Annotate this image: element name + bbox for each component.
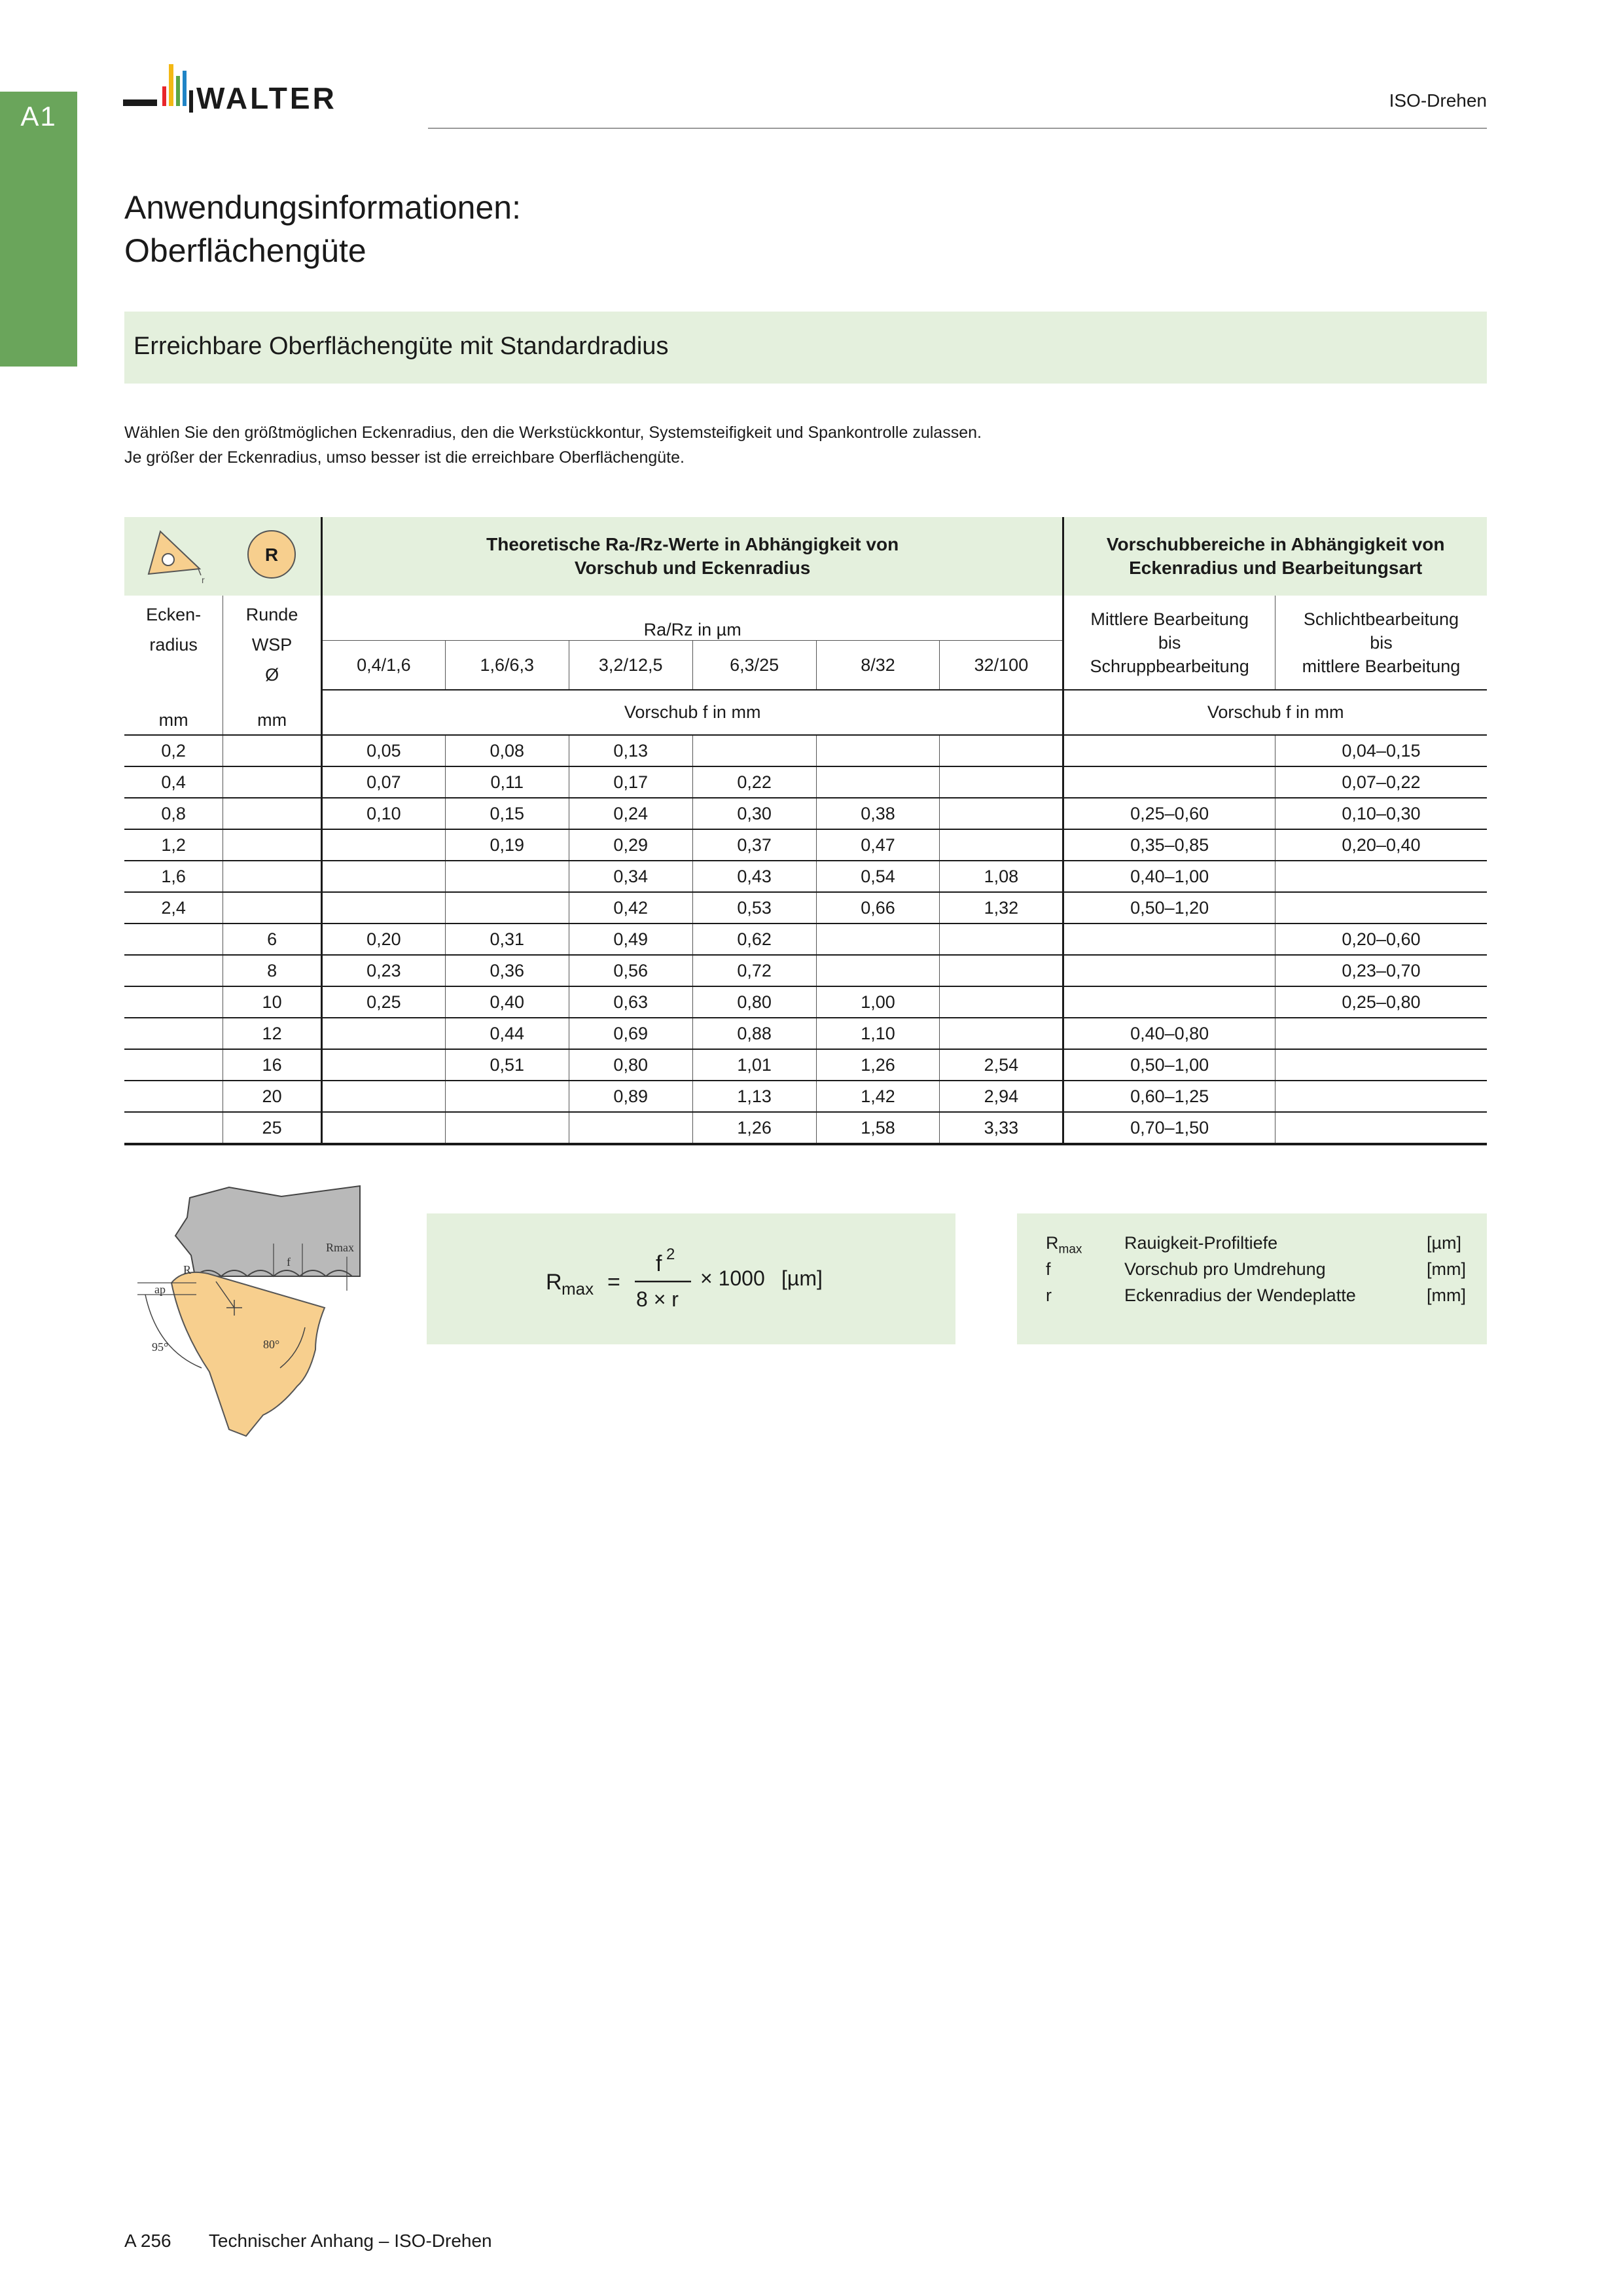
table-cell: 0,20–0,60 [1275,924,1487,955]
round-insert-icon [242,525,301,584]
surface-quality-table [124,517,1487,1145]
table-cell [940,735,1063,766]
table-cell [445,892,569,924]
table-cell [1275,1081,1487,1112]
table-row [124,766,1487,798]
formula-times: × 1000 [700,1266,765,1290]
table-cell [124,1112,223,1144]
insert-icon-cell [124,517,223,596]
table-cell: 0,40–0,80 [1063,1018,1275,1049]
table-cell: 16 [223,1049,322,1081]
table-cell: 0,56 [569,955,692,986]
table-cell: 0,11 [445,766,569,798]
table-cell [1275,1112,1487,1144]
col-header-schlicht [1275,596,1487,690]
table-cell [1063,766,1275,798]
page-title [124,186,521,272]
eck-unit: mm [124,690,223,735]
table-cell: 0,25 [321,986,445,1018]
table-cell: 0,89 [569,1081,692,1112]
table-cell: 1,13 [692,1081,816,1112]
col-runde-line-3: Ø [265,665,279,685]
table-cell: 0,40 [445,986,569,1018]
workpiece-shape [175,1186,360,1276]
formula-unit: [µm] [781,1266,823,1290]
schlicht-line-2: bis [1370,632,1393,653]
group1-title-line-2: Vorschub und Eckenradius [574,558,811,578]
rarz-col-3: 3,2/12,5 [569,641,692,690]
table-cell: 0,60–1,25 [1063,1081,1275,1112]
table-cell [321,1018,445,1049]
group1-title [321,517,1063,596]
page-title-line-2: Oberflächengüte [124,232,366,269]
formula-numerator-exp: 2 [666,1246,675,1263]
chapter-tab-label: A1 [20,101,57,132]
formula-denominator: 8 × r [636,1287,679,1311]
table-cell: 0,49 [569,924,692,955]
table-cell [321,861,445,892]
table-cell [124,1081,223,1112]
table-row [124,1112,1487,1144]
table-row [124,798,1487,829]
table-cell: 0,50–1,00 [1063,1049,1275,1081]
col-header-eckenradius [124,596,223,690]
table-row [124,1018,1487,1049]
table-cell: 0,10–0,30 [1275,798,1487,829]
col-header-mittlere [1063,596,1275,690]
table-cell: 0,69 [569,1018,692,1049]
table-cell [940,924,1063,955]
table-cell: 0,29 [569,829,692,861]
table-cell: 0,36 [445,955,569,986]
table-cell [321,1049,445,1081]
table-cell [124,1049,223,1081]
table-cell: 0,88 [692,1018,816,1049]
table-cell: 0,23 [321,955,445,986]
table-cell: 1,32 [940,892,1063,924]
vorschub-label-rarz: Vorschub f in mm [321,690,1063,735]
table-cell: 1,6 [124,861,223,892]
table-cell: 0,2 [124,735,223,766]
mittlere-line-2: bis [1158,632,1181,653]
walter-logo [123,60,398,132]
col-eck-line-2: radius [149,635,198,655]
table-row [124,986,1487,1018]
table-cell [940,986,1063,1018]
table-cell [940,798,1063,829]
diagram-label-f: f [287,1255,291,1268]
mittlere-line-3: Schruppbearbeitung [1090,656,1249,676]
formula-lhs: R [546,1270,562,1295]
table-body [124,735,1487,1144]
table-cell [1275,1049,1487,1081]
table-cell: 0,08 [445,735,569,766]
intro-line-2: Je größer der Eckenradius, umso besser ist die erreichbare Oberflächengüte. [124,448,685,467]
table-cell: 2,54 [940,1049,1063,1081]
table-row [124,955,1487,986]
rarz-col-1: 0,4/1,6 [321,641,445,690]
table-cell [445,1112,569,1144]
table-cell [445,861,569,892]
table-cell [124,1018,223,1049]
table-cell: 0,66 [816,892,940,924]
table-cell [816,924,940,955]
table-cell: 20 [223,1081,322,1112]
table-cell [940,1018,1063,1049]
table-cell: 0,70–1,50 [1063,1112,1275,1144]
table-cell: 0,10 [321,798,445,829]
group2-title [1063,517,1487,596]
table-cell: 0,44 [445,1018,569,1049]
table-cell: 2,4 [124,892,223,924]
table-cell: 0,05 [321,735,445,766]
table-cell [1063,986,1275,1018]
table-cell: 1,10 [816,1018,940,1049]
table-cell: 0,53 [692,892,816,924]
table-row [124,829,1487,861]
table-cell: 0,40–1,00 [1063,861,1275,892]
table-cell: 0,50–1,20 [1063,892,1275,924]
table-cell: 0,8 [124,798,223,829]
rarz-col-5: 8/32 [816,641,940,690]
table-cell: 0,80 [569,1049,692,1081]
intro-paragraph [124,420,982,470]
table-cell [445,1081,569,1112]
table-cell [223,798,322,829]
rarz-col-2: 1,6/6,3 [445,641,569,690]
table-cell: 0,25–0,60 [1063,798,1275,829]
legend-description: Vorschub pro Umdrehung [1124,1259,1326,1279]
table-cell: 0,72 [692,955,816,986]
rarz-col-4: 6,3/25 [692,641,816,690]
table-row [124,1049,1487,1081]
table-cell: 0,15 [445,798,569,829]
table-cell [1063,955,1275,986]
table-cell: 0,38 [816,798,940,829]
header-divider [428,128,1487,129]
table-cell: 8 [223,955,322,986]
legend-symbol: $R_{max}$ [1046,1233,1082,1257]
schlicht-line-3: mittlere Bearbeitung [1302,656,1461,676]
table-cell: 0,24 [569,798,692,829]
table-cell [321,1112,445,1144]
table-cell: 1,01 [692,1049,816,1081]
table-cell [321,829,445,861]
cutting-geometry-diagram [118,1178,380,1446]
table-cell: 0,22 [692,766,816,798]
legend-unit: [mm] [1427,1285,1466,1305]
vorschub-label-ranges: Vorschub f in mm [1063,690,1487,735]
table-cell: 0,20–0,40 [1275,829,1487,861]
table-cell [124,986,223,1018]
intro-line-1: Wählen Sie den größtmöglichen Eckenradius, den die Werkstückkontur, Systemsteifigkeit und Spankontrolle zulassen. [124,423,982,442]
table-cell: 0,17 [569,766,692,798]
formula-box [427,1213,955,1344]
table-cell: 1,2 [124,829,223,861]
diagram-label-R: R [183,1263,192,1276]
table-cell: 0,07 [321,766,445,798]
table-cell [321,1081,445,1112]
table-cell [816,766,940,798]
page-number: A 256 [124,2231,171,2251]
table-cell [223,766,322,798]
table-cell: 0,23–0,70 [1275,955,1487,986]
table-row [124,861,1487,892]
formula-numerator: f [656,1251,662,1276]
diagram-label-95: 95° [152,1340,169,1354]
table-cell [940,766,1063,798]
brand-wordmark: WALTER [196,81,337,115]
table-cell: 0,47 [816,829,940,861]
diagram-label-80: 80° [263,1338,280,1351]
table-cell: 0,04–0,15 [1275,735,1487,766]
table-cell: 0,4 [124,766,223,798]
table-cell [321,892,445,924]
table-cell [816,735,940,766]
legend-unit: [mm] [1427,1259,1466,1279]
page-footer [124,2231,492,2251]
group1-title-line-1: Theoretische Ra-/Rz-Werte in Abhängigkeit von [486,534,899,554]
page-title-line-1: Anwendungsinformationen: [124,189,521,226]
table-cell [1275,861,1487,892]
col-runde-line-2: WSP [251,635,293,655]
table-cell: 0,30 [692,798,816,829]
rarz-label: Ra/Rz in µm [321,596,1063,641]
table-cell [124,955,223,986]
mittlere-line-1: Mittlere Bearbeitung [1090,609,1249,629]
insert-shape [171,1272,325,1436]
table-cell: 3,33 [940,1112,1063,1144]
table-cell: 0,19 [445,829,569,861]
table-cell: 0,63 [569,986,692,1018]
group2-title-line-2: Eckenradius und Bearbeitungsart [1129,558,1423,578]
table-cell: 10 [223,986,322,1018]
schlicht-line-1: Schlichtbearbeitung [1303,609,1459,629]
table-cell: 0,43 [692,861,816,892]
table-row [124,1081,1487,1112]
legend-unit: [µm] [1427,1233,1462,1253]
section-heading: Erreichbare Oberflächengüte mit Standardradius [134,332,669,360]
table-cell: 1,42 [816,1081,940,1112]
diagram-label-rmax: Rmax [326,1241,354,1254]
table-cell [1275,892,1487,924]
table-cell: 0,54 [816,861,940,892]
table-cell [940,955,1063,986]
table-cell: 0,25–0,80 [1275,986,1487,1018]
legend-description: Rauigkeit-Profiltiefe [1124,1233,1278,1253]
table-cell: 6 [223,924,322,955]
legend-symbol: f [1046,1259,1051,1279]
table-cell [1063,735,1275,766]
col-header-runde-wsp [223,596,322,690]
table-row [124,924,1487,955]
table-cell: 25 [223,1112,322,1144]
table-cell [1063,924,1275,955]
table-cell: 1,26 [816,1049,940,1081]
icon-r-small: r [202,574,205,585]
icon-r-label: R [265,544,279,565]
header-section-label: ISO-Drehen [1389,90,1487,111]
round-icon-cell [223,517,322,596]
table-cell: 1,00 [816,986,940,1018]
runde-unit: mm [223,690,322,735]
table-cell [569,1112,692,1144]
footer-text: Technischer Anhang – ISO-Drehen [208,2231,492,2251]
table-cell: 0,34 [569,861,692,892]
table-row [124,735,1487,766]
table-cell: 0,07–0,22 [1275,766,1487,798]
table-cell: 0,51 [445,1049,569,1081]
diagram-label-ap: ap [154,1283,166,1296]
col-runde-line-1: Runde [245,605,298,624]
table-cell [223,829,322,861]
table-cell: 0,13 [569,735,692,766]
triangle-insert-icon [141,522,206,587]
formula-lhs-sub: max [562,1279,594,1299]
section-heading-band [124,312,1487,384]
table-cell: 0,20 [321,924,445,955]
legend-description: Eckenradius der Wendeplatte [1124,1285,1356,1305]
table-cell: 2,94 [940,1081,1063,1112]
table-cell [124,924,223,955]
table-cell: 0,35–0,85 [1063,829,1275,861]
table-cell: 1,58 [816,1112,940,1144]
table-cell [692,735,816,766]
legend-symbol: r [1046,1285,1052,1305]
group2-title-line-1: Vorschubbereiche in Abhängigkeit von [1106,534,1445,554]
rmax-formula [427,1213,955,1344]
table-row [124,892,1487,924]
table-cell [223,735,322,766]
table-cell [816,955,940,986]
table-cell [1275,1018,1487,1049]
formula-legend [1017,1213,1487,1344]
table-cell [223,892,322,924]
table-cell: 12 [223,1018,322,1049]
table-cell: 0,31 [445,924,569,955]
table-cell: 0,42 [569,892,692,924]
table-cell [940,829,1063,861]
table-cell: 0,80 [692,986,816,1018]
table-cell: 0,37 [692,829,816,861]
table-cell [223,861,322,892]
rarz-col-6: 32/100 [940,641,1063,690]
table-cell: 1,26 [692,1112,816,1144]
chapter-tab [0,92,77,367]
table-cell: 0,62 [692,924,816,955]
formula-equals: = [607,1270,620,1295]
col-eck-line-1: Ecken- [146,605,202,624]
table-cell: 1,08 [940,861,1063,892]
